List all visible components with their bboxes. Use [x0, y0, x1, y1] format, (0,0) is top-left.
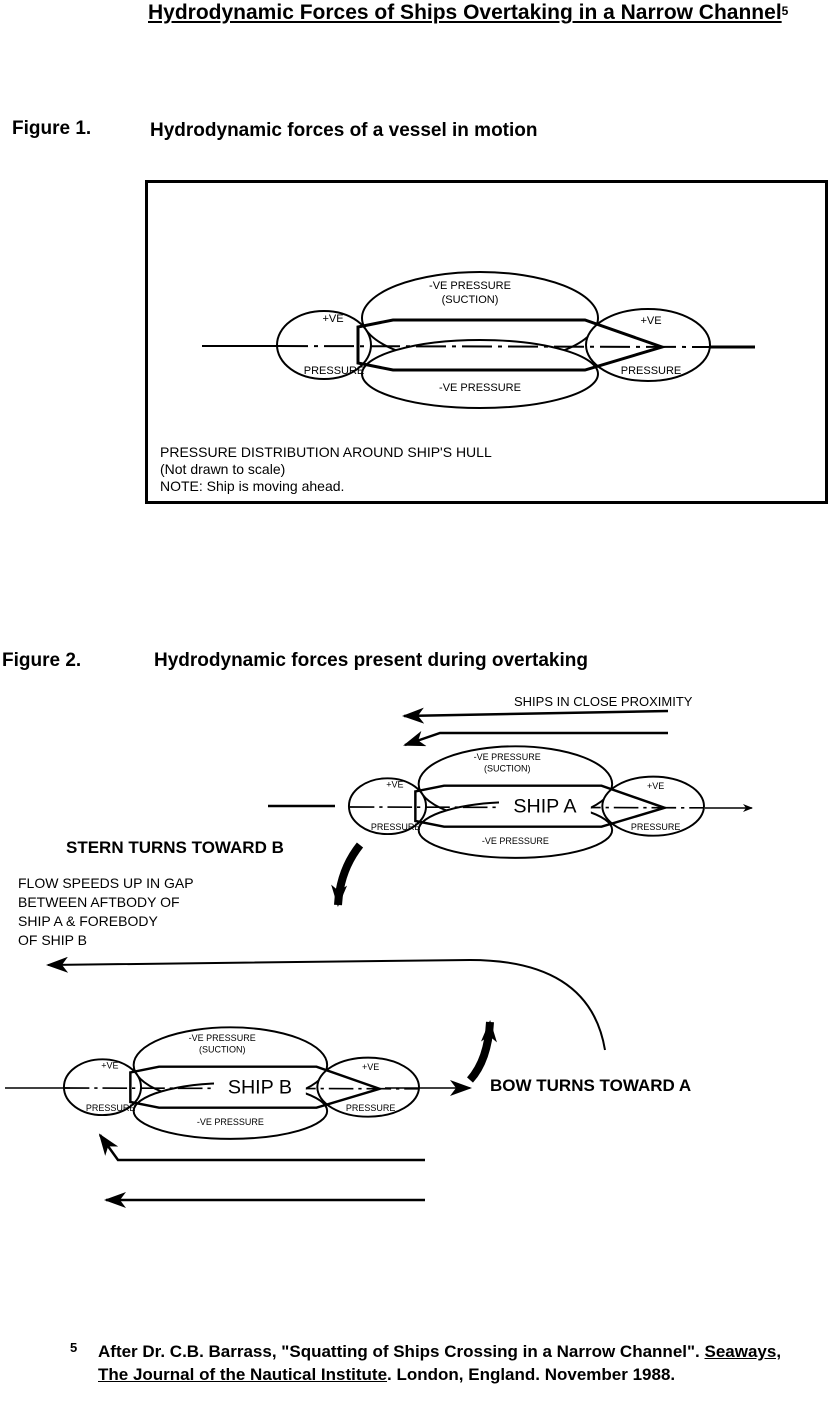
pressure-label: PRESSURE: [630, 821, 681, 832]
suction-label: -VE PRESSURE: [196, 1116, 264, 1127]
ships-close-label: SHIPS IN CLOSE PROXIMITY: [514, 694, 693, 709]
ship-b-diagram: [64, 1027, 419, 1139]
suction-label: (SUCTION): [441, 294, 499, 306]
flow-arrow: [100, 1135, 425, 1160]
figure1-ship-diagram: [202, 272, 755, 408]
pressure-label: PRESSURE: [345, 1102, 396, 1113]
figure2-label: Figure 2.: [2, 650, 82, 671]
page-title: Hydrodynamic Forces of Ships Overtaking in a Narrow Channel$^5$: [148, 1, 789, 24]
suction-label: (SUCTION): [198, 1044, 246, 1055]
pressure-label: PRESSURE: [370, 821, 421, 832]
bow-turn-arrow: [470, 1022, 490, 1080]
suction-label: (SUCTION): [483, 763, 531, 774]
pressure-label: PRESSURE: [303, 365, 365, 377]
ship-name: SHIP A: [513, 795, 577, 818]
stern-turns-label: STERN TURNS TOWARD B: [66, 838, 284, 857]
pressure-label: PRESSURE: [85, 1102, 136, 1113]
flow-note: FLOW SPEEDS UP IN GAP BETWEEN AFTBODY OF SHIP A & FOREBODY OF SHIP B: [18, 875, 194, 948]
figure1-label: Figure 1.: [12, 118, 92, 139]
pressure-label: +VE: [361, 1061, 380, 1072]
figure1-note: PRESSURE DISTRIBUTION AROUND SHIP'S HULL (Not drawn to scale) NOTE: Ship is moving ahead.: [160, 444, 492, 494]
suction-label: -VE PRESSURE: [188, 1033, 256, 1044]
suction-label: -VE PRESSURE: [429, 280, 511, 292]
flow-arrow: [404, 711, 668, 716]
pressure-label: PRESSURE: [620, 365, 682, 377]
bow-turns-label: BOW TURNS TOWARD A: [490, 1076, 692, 1095]
suction-zone-bottom: [362, 340, 598, 408]
footnote-ref: 5: [781, 4, 789, 18]
pressure-label: +VE: [322, 313, 344, 325]
figure1-caption: Hydrodynamic forces of a vessel in motion: [150, 120, 538, 141]
ship-a-diagram: [349, 746, 704, 858]
suction-label: -VE PRESSURE: [439, 382, 521, 394]
footnote-number: 5: [70, 1340, 78, 1355]
pressure-label: +VE: [101, 1060, 119, 1071]
suction-label: -VE PRESSURE: [481, 835, 549, 846]
stern-turn-arrow: [338, 845, 360, 905]
pressure-label: +VE: [646, 780, 665, 791]
suction-label: -VE PRESSURE: [473, 752, 541, 763]
footnote: After Dr. C.B. Barrass, "Squatting of Ships Crossing in a Narrow Channel". Seaways, The Journal of the Nautical Institute. London, England. November 1988.: [98, 1342, 782, 1384]
figure2-caption: Hydrodynamic forces present during overtaking: [154, 650, 588, 671]
flow-arrow: [405, 733, 668, 745]
pressure-label: +VE: [640, 315, 662, 327]
ship-name: SHIP B: [227, 1076, 292, 1099]
footnote-source: Seaways, The Journal of the Nautical Institute: [98, 1342, 782, 1384]
gap-flow-arrow: [48, 960, 605, 1050]
pressure-label: +VE: [386, 779, 404, 790]
